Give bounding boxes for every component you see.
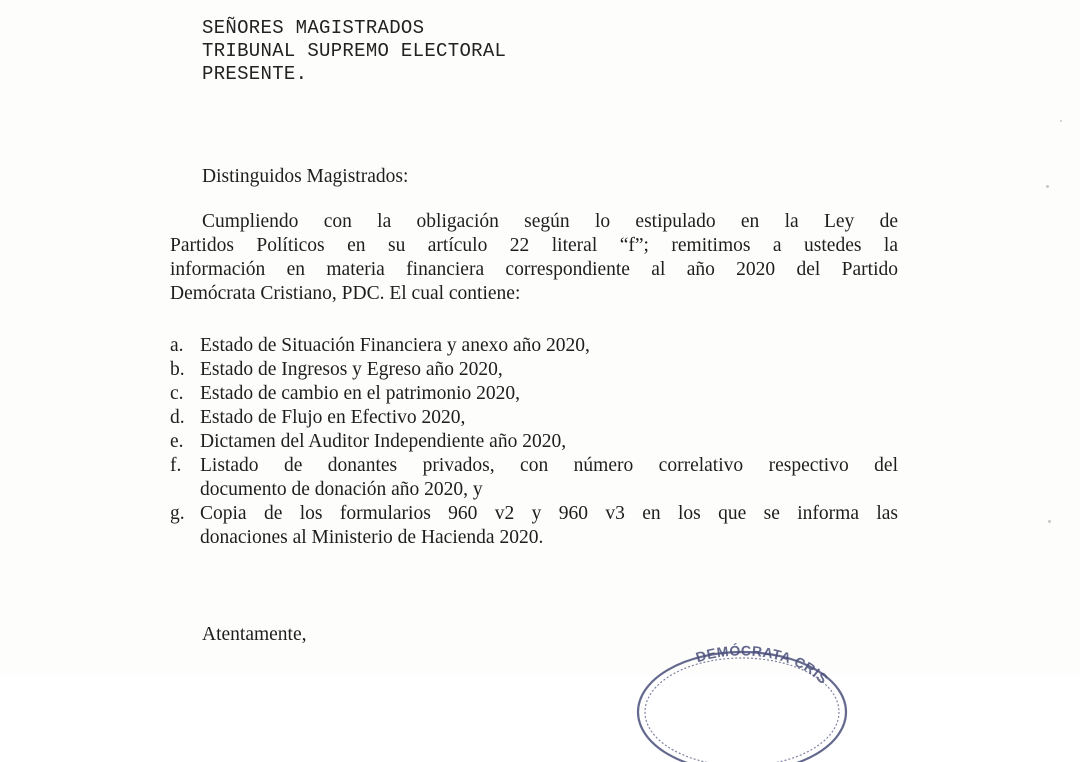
list-item-marker: b. <box>170 359 185 380</box>
contents-list <box>170 334 898 550</box>
list-item <box>170 382 898 406</box>
seal-text-path: DEMÓCRATA CRIS <box>693 642 832 688</box>
list-item-marker: d. <box>170 407 185 428</box>
greeting: Distinguidos Magistrados: <box>202 166 409 187</box>
addressee-line-2: TRIBUNAL SUPREMO ELECTORAL <box>202 40 507 62</box>
body-line-3: información en materia financiera correspondiente al año 2020 del Partido <box>170 259 898 280</box>
body-line-4: Demócrata Cristiano, PDC. El cual contiene: <box>170 283 521 304</box>
list-item-marker: a. <box>170 335 184 356</box>
list-item-text: Dictamen del Auditor Independiente año 2020, <box>200 431 567 452</box>
body-paragraph <box>170 210 898 306</box>
list-item-text: Listado de donantes privados, con número correlativo respectivo del <box>200 455 898 476</box>
list-item <box>170 502 898 550</box>
scan-speck <box>1060 120 1062 122</box>
list-item <box>170 430 898 454</box>
list-item <box>170 454 898 502</box>
addressee-block <box>202 17 506 86</box>
list-item-text: Estado de Ingresos y Egreso año 2020, <box>200 359 503 380</box>
list-item <box>170 358 898 382</box>
seal-text <box>694 642 832 687</box>
addressee-line-1: SEÑORES MAGISTRADOS <box>202 17 425 39</box>
list-item-text: Estado de cambio en el patrimonio 2020, <box>200 383 521 404</box>
list-item <box>170 334 898 358</box>
list-item-marker: f. <box>170 455 182 476</box>
list-item-text: donaciones al Ministerio de Hacienda 2020. <box>200 527 544 548</box>
addressee-line-3: PRESENTE. <box>202 63 308 85</box>
list-item-text: Copia de los formularios 960 v2 y 960 v3 en los que se informa las <box>200 503 898 524</box>
scan-speck <box>1048 520 1051 523</box>
list-item-marker: g. <box>170 503 185 524</box>
closing: Atentamente, <box>202 624 307 645</box>
list-item <box>170 406 898 430</box>
list-item-text: Estado de Situación Financiera y anexo año 2020, <box>200 335 590 356</box>
list-item-marker: c. <box>170 383 184 404</box>
scan-speck <box>1046 185 1049 188</box>
list-item-text: Estado de Flujo en Efectivo 2020, <box>200 407 466 428</box>
body-line-2: Partidos Políticos en su artículo 22 literal “f”; remitimos a ustedes la <box>170 235 898 256</box>
body-line-1: Cumpliendo con la obligación según lo estipulado en la Ley de <box>202 211 898 232</box>
list-item-marker: e. <box>170 431 184 452</box>
party-seal <box>625 642 855 762</box>
list-item-text: documento de donación año 2020, y <box>200 479 483 500</box>
